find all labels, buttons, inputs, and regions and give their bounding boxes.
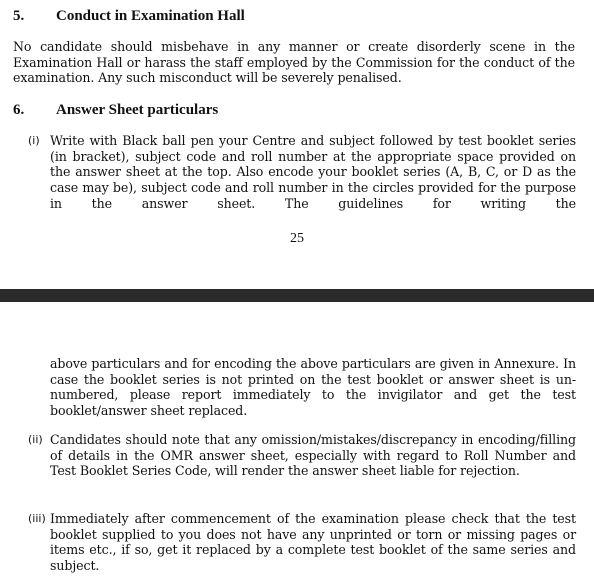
item-2-text: Candidates should note that any omission/mistakes/discrepancy in encoding/filling of details in the OMR answer sheet, especially with regard to Roll Number and Test Booklet Series Code, will render the answer sheet liable for rejection.: [50, 432, 576, 479]
item-2-marker: (ii): [28, 433, 43, 446]
page-bottom: [0, 302, 594, 578]
item-3-text: Immediately after commencement of the examination please check that the test booklet supplied to you does not have any unprinted or torn or missing pages or items etc., if so, get it replaced by a complete test booklet of the same series and subject.: [50, 511, 576, 574]
page-number: 25: [290, 231, 304, 246]
section-5-number: 5.: [13, 8, 25, 24]
item-1-text-part-2: above particulars and for encoding the above particulars are given in Annexure. In case the booklet series is not printed on the test booklet or answer sheet is un-numbered, please report immediately to the invigilator and get the test booklet/answer sheet replaced.: [50, 356, 576, 419]
item-1-text-part-1: Write with Black ball pen your Centre and subject followed by test booklet series (in bracket), subject code and roll number at the appropriate space provided on the answer sheet at the top. Also encode your booklet series (A, B, C, or D as the case may be), subject code and roll number in the circles provided for the purpose in the answer sheet. The guidelines for writing the: [50, 133, 576, 211]
section-5-title: Conduct in Examination Hall: [56, 8, 245, 24]
section-5-paragraph: No candidate should misbehave in any manner or create disorderly scene in the Examination Hall or harass the staff employed by the Commission for the conduct of the examination. Any such misconduct will be severely penalised.: [13, 39, 575, 86]
section-6-title: Answer Sheet particulars: [56, 102, 219, 118]
item-1-marker: (i): [28, 134, 40, 147]
page-break-divider: [0, 289, 594, 302]
section-6-number: 6.: [13, 102, 25, 118]
item-3-marker: (iii): [28, 512, 46, 525]
